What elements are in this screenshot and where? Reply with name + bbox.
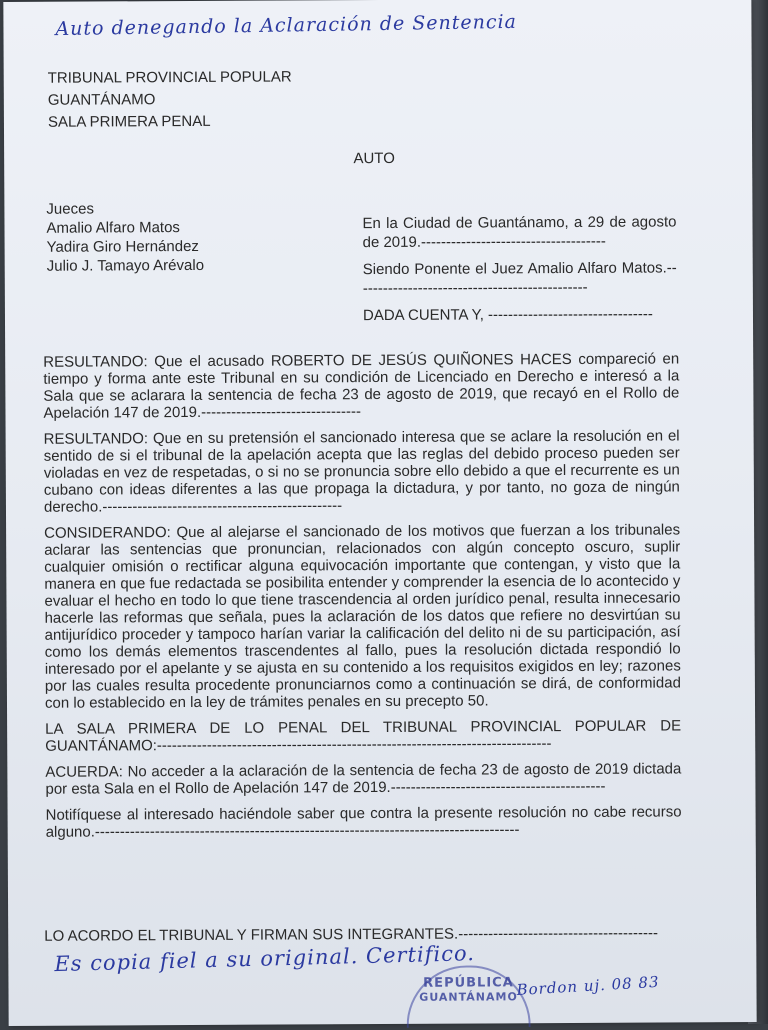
city-date: En la Ciudad de Guantánamo, a 29 de agosto de 2019.-------------------------------------	[362, 213, 677, 252]
place-date-block	[362, 212, 677, 333]
paragraph-notifiquese: Notifíquese al interesado haciéndole saber que contra la presente resolución no cabe recurso alguno.-------------------------------------------------------------------------------------	[45, 803, 682, 841]
official-stamp	[406, 965, 530, 1028]
document-page	[3, 0, 756, 1026]
court-name: TRIBUNAL PROVINCIAL POPULAR	[47, 68, 292, 87]
court-header	[48, 66, 292, 133]
handwritten-header-note: Auto denegando la Aclaración de Sentencia	[55, 10, 518, 41]
ponente-line: Siendo Ponente el Juez Amalio Alfaro Matos.-----------------------------------------------	[362, 259, 677, 298]
paragraph-resultando-1: RESULTANDO: Que el acusado ROBERTO DE JESÚS QUIÑONES HACES compareció en tiempo y forma ante este Tribunal en su condición de Licenciado en Derecho e interesó a la Sala que se aclarara la sentencia de fecha 23 de agosto de 2019, que recayó en el Rollo de Apelación 147 de 2019.--------------------------------	[43, 350, 680, 422]
document-body	[43, 350, 682, 849]
paragraph-resultando-2: RESULTANDO: Que en su pretensión el sancionado interesa que se aclare la resolución en el sentido de si el tribunal de la apelación acepta que las reglas del debido proceso pueden ser violadas en vez de respetadas, o si no se pronuncia sobre ello debido a que el recurrente es un cubano con ideas diferentes a las que propaga la dictadura, y por tanto, no goza de ningún derecho.------------------------------------------------	[43, 427, 680, 516]
stamp-text-top: REPÚBLICA	[423, 975, 514, 991]
judge-name: Amalio Alfaro Matos	[46, 219, 180, 237]
judge-name: Yadira Giro Hernández	[46, 237, 199, 256]
stamp-text-bottom: GUANTÁNAMO	[419, 990, 518, 1004]
closing-line: LO ACORDO EL TRIBUNAL Y FIRMAN SUS INTEGRANTES.----------------------------------------	[44, 924, 659, 945]
judges-heading: Jueces	[46, 200, 94, 218]
handwritten-certification: Es copia fiel a su original. Certifico.	[54, 941, 476, 977]
court-city: GUANTÁNAMO	[47, 91, 156, 109]
paragraph-considerando: CONSIDERANDO: Que al alejarse el sancionado de los motivos que fuerzan a los tribunales aclarar las sentencias que pronuncian, relacionados con algún concepto oscuro, suplir cualquier omisión o rectificar alguna equivocación importante que contengan, y visto que la manera en que fue redactada se posibilita entender y comprender la esencia de lo acontecido y evaluar el hecho en todo lo que tiene trascendencia al orden jurídico penal, resulta innecesario hacerle las reformas que señala, pues la aclaración de los datos que refiere no desvirtúan su antijurídico proceder y tampoco harían variar la calificación del delito ni de su participación, así como los demás elementos trascendentes al fallo, pues la resolución dictada respondió lo interesado por el apelante y se ajusta en su contenido a los requisitos exigidos en ley; razones por las cuales resulta procedente pronunciarnos como a continuación se dirá, de conformidad con lo establecido en la ley de trámites penales en su precepto 50.	[44, 521, 681, 712]
dada-cuenta-line: DADA CUENTA Y, ---------------------------------	[362, 305, 653, 325]
court-chamber: SALA PRIMERA PENAL	[47, 112, 211, 131]
paragraph-acuerda: ACUERDA: No acceder a la aclaración de la sentencia de fecha 23 de agosto de 2019 dictada por esta Sala en el Rollo de Apelación 147 de 2019.-------------------------------------------	[45, 760, 682, 798]
judge-name: Julio J. Tamayo Arévalo	[46, 256, 205, 275]
judges-block	[46, 199, 204, 276]
document-title: AUTO	[353, 149, 395, 168]
paragraph-sala-heading: LA SALA PRIMERA DE LO PENAL DEL TRIBUNAL PROVINCIAL POPULAR DE GUANTÁNAMO:-------------------------------------------------------------------------------	[45, 717, 682, 755]
handwritten-signature: Bordon uj. 08 83	[516, 972, 660, 1000]
